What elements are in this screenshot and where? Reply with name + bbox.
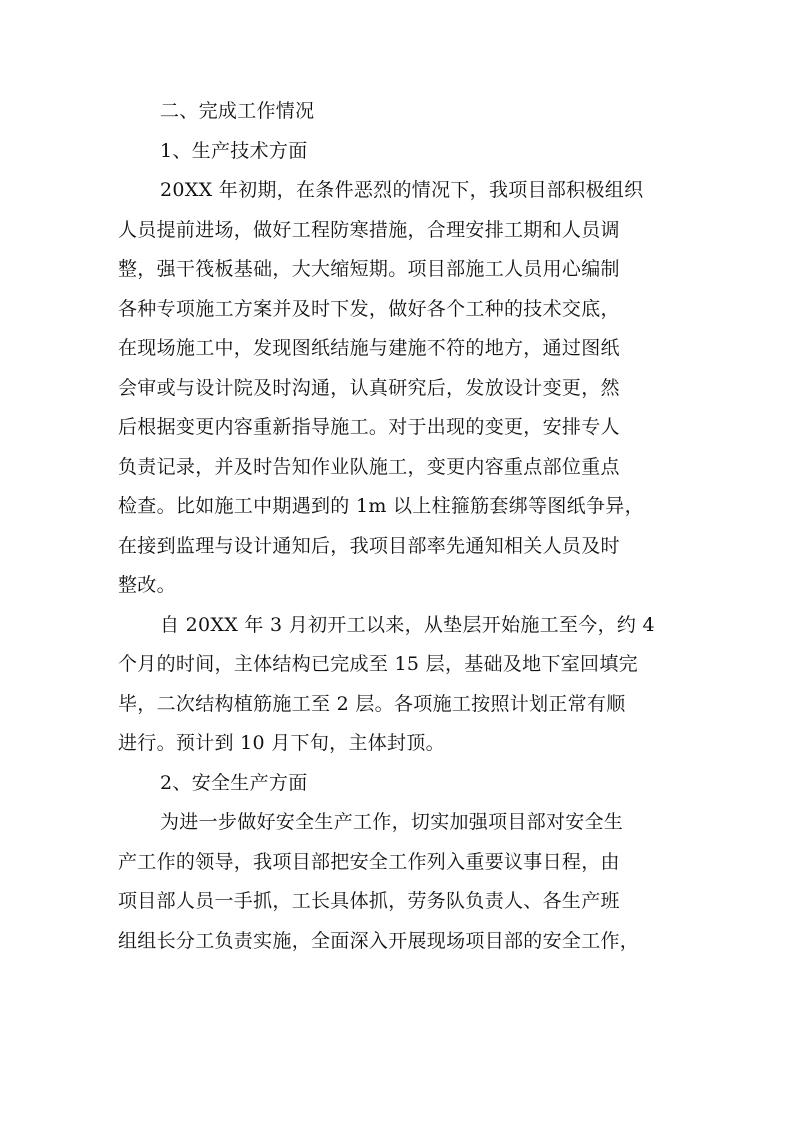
paragraph-line: 负责记录，并及时告知作业队施工，变更内容重点部位重点: [118, 455, 620, 478]
paragraph-line: 个月的时间，主体结构已完成至 15 层，基础及地下室回填完: [118, 653, 638, 675]
paragraph-line: 后根据变更内容重新指导施工。对于出现的变更，安排专人: [118, 416, 620, 438]
paragraph-line: 产工作的领导，我项目部把安全工作列入重要议事日程，由: [118, 850, 620, 873]
paragraph-line: 在接到监理与设计通知后，我项目部率先通知相关人员及时: [118, 534, 620, 557]
paragraph-line: 各种专项施工方案并及时下发，做好各个工种的技术交底，: [118, 297, 620, 320]
paragraph-line: 人员提前进场，做好工程防寒措施，合理安排工期和人员调: [118, 218, 620, 241]
paragraph-production-technology: [118, 171, 688, 606]
paragraph-line: 进行。预计到 10 月下旬，主体封顶。: [118, 732, 445, 754]
paragraph-line: 在现场施工中，发现图纸结施与建施不符的地方，通过图纸: [118, 337, 620, 359]
paragraph-line: 项目部人员一手抓，工长具体抓，劳务队负责人、各生产班: [118, 890, 620, 912]
paragraph-line: 毕，二次结构植筋施工至 2 层。各项施工按照计划正常有顺: [118, 692, 626, 715]
paragraph-line: 检查。比如施工中期遇到的 1m 以上柱箍筋套绑等图纸争异，: [118, 495, 644, 517]
paragraph-line: 为进一步做好安全生产工作，切实加强项目部对安全生: [160, 811, 624, 833]
paragraph-progress: [118, 606, 688, 764]
subsection-heading-production-technology: 1、生产技术方面: [160, 139, 308, 162]
paragraph-line: 会审或与设计院及时沟通，认真研究后，发放设计变更，然: [118, 376, 620, 399]
subsection-heading-safety-production: 2、安全生产方面: [160, 771, 308, 794]
document-body: [118, 92, 688, 961]
paragraph-line: 自 20XX 年 3 月初开工以来，从垫层开始施工至今，约 4: [160, 613, 655, 636]
paragraph-line: 组组长分工负责实施，全面深入开展现场项目部的安全工作，: [118, 929, 640, 952]
paragraph-safety: [118, 803, 688, 961]
paragraph-line: 整，强干筏板基础，大大缩短期。项目部施工人员用心编制: [118, 258, 620, 280]
paragraph-line: 20XX 年初期，在条件恶烈的情况下，我项目部积极组织: [160, 179, 644, 201]
paragraph-line: 整改。: [118, 574, 176, 596]
section-heading: 二、完成工作情况: [160, 100, 315, 122]
